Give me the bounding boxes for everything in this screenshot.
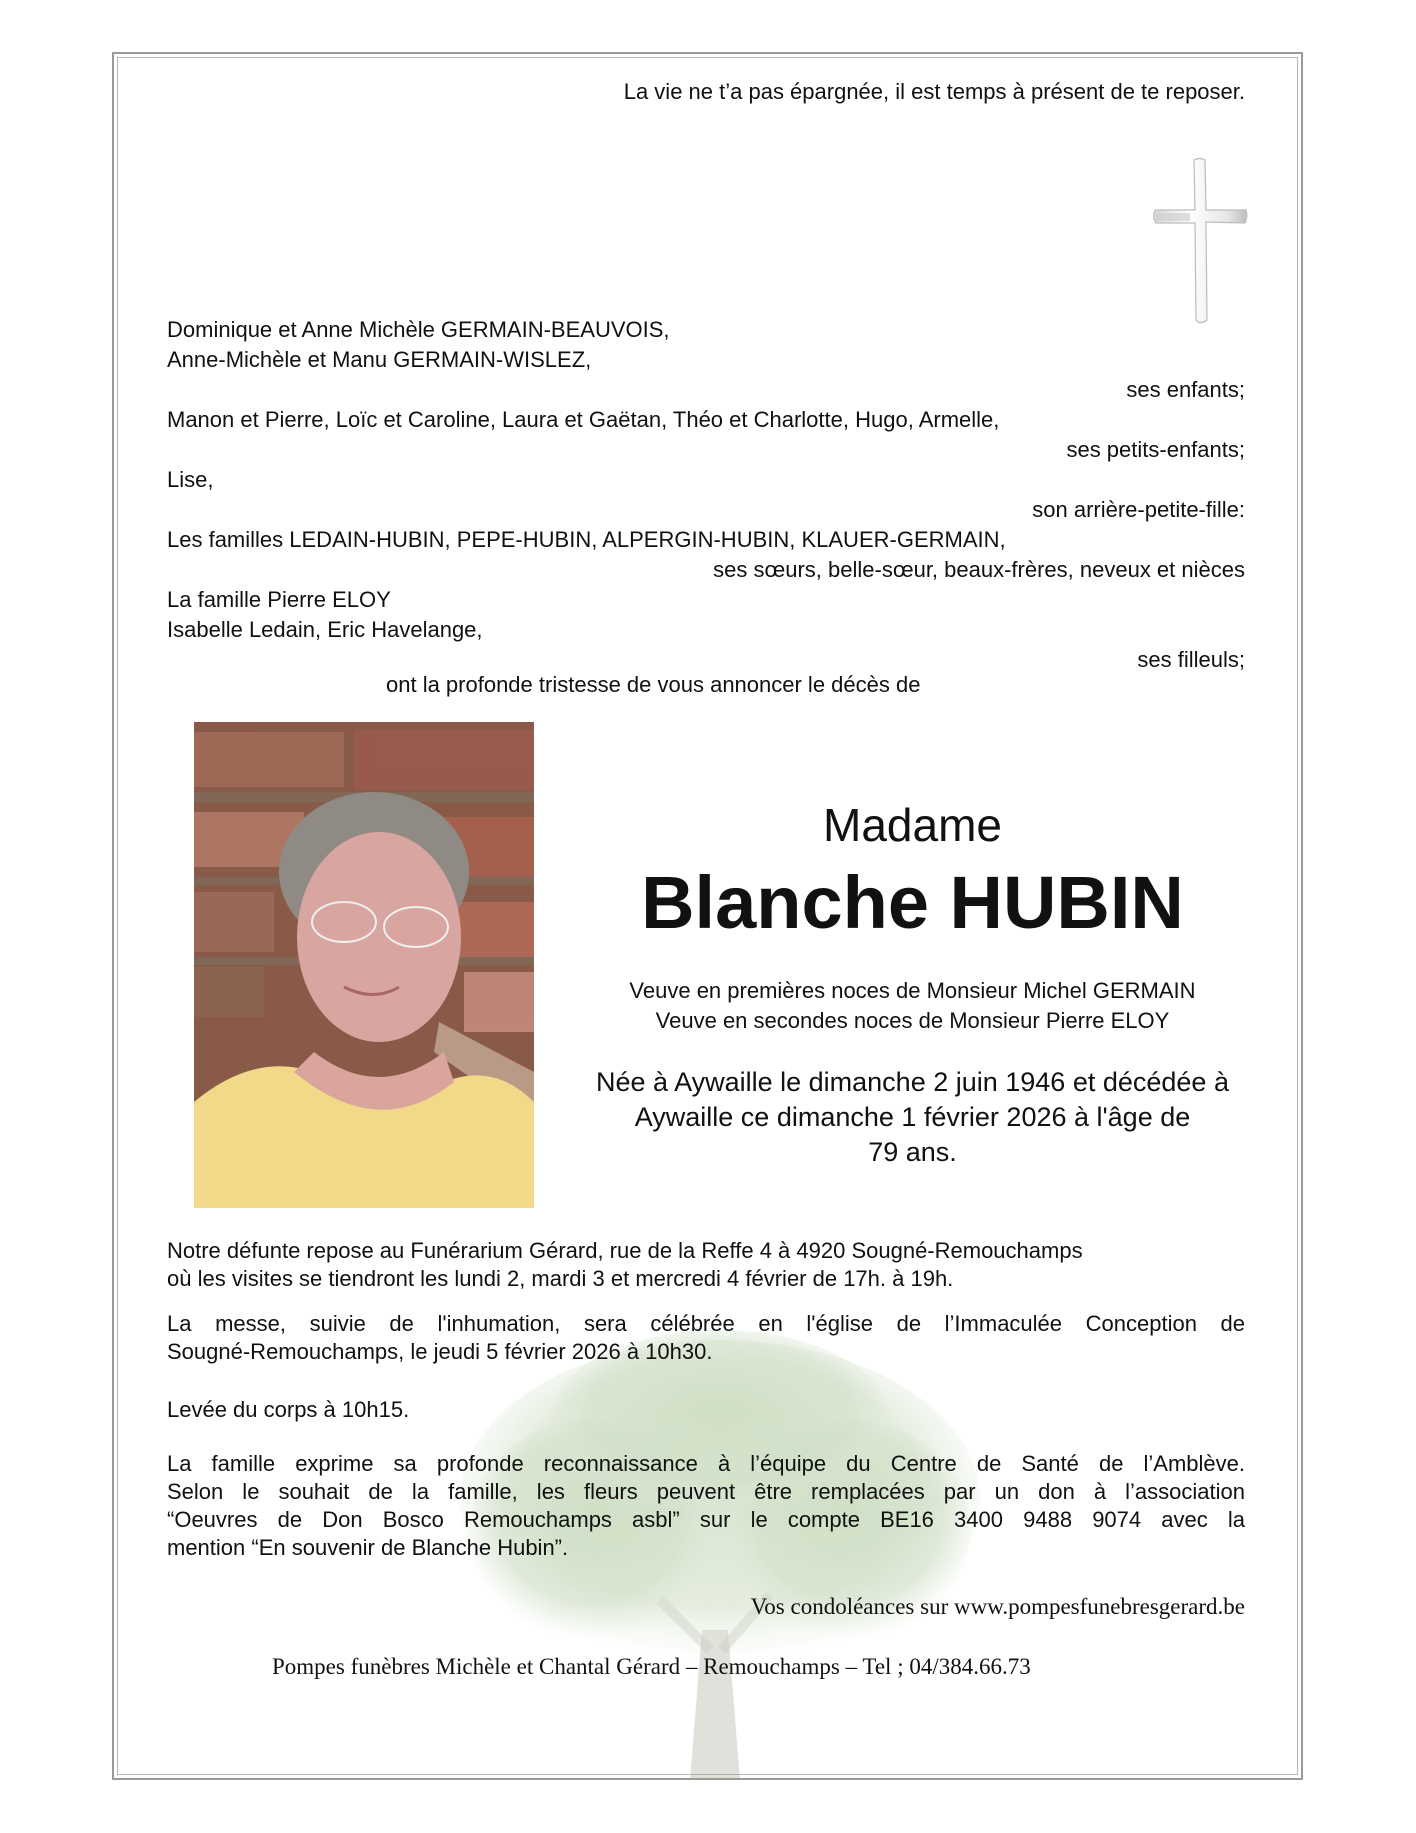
family-member-line: Anne-Michèle et Manu GERMAIN-WISLEZ, <box>167 347 592 372</box>
family-relation-label: ses petits-enfants; <box>1066 437 1245 462</box>
birth-death-line-1: Née à Aywaille le dimanche 2 juin 1946 et décédée à <box>596 1067 1229 1097</box>
paragraph-thanks <box>167 1450 1245 1562</box>
paragraph-line: “Oeuvres de Don Bosco Remouchamps asbl” sur le compte BE16 3400 9488 9074 avec la <box>167 1507 1245 1532</box>
family-member-line: Dominique et Anne Michèle GERMAIN-BEAUVOIS, <box>167 317 670 342</box>
deceased-photo <box>194 722 534 1208</box>
paragraph-line: mention “En souvenir de Blanche Hubin”. <box>167 1535 569 1560</box>
widow-line-2: Veuve en secondes noces de Monsieur Pierre ELOY <box>655 1008 1170 1033</box>
family-member-line: Manon et Pierre, Loïc et Caroline, Laura et Gaëtan, Théo et Charlotte, Hugo, Armelle, <box>167 407 1000 432</box>
birth-death-line-3: 79 ans. <box>868 1137 957 1167</box>
family-relation-label: ses enfants; <box>1126 377 1245 402</box>
widow-line-1: Veuve en premières noces de Monsieur Michel GERMAIN <box>629 978 1196 1003</box>
condolences-link[interactable]: Vos condoléances sur www.pompesfunebresgerard.be <box>750 1594 1245 1619</box>
epigraph: La vie ne t’a pas épargnée, il est temps à présent de te reposer. <box>623 79 1245 104</box>
widow-info <box>555 976 1270 1036</box>
funeral-home-footer: Pompes funèbres Michèle et Chantal Gérard – Remouchamps – Tel ; 04/384.66.73 <box>272 1654 1031 1679</box>
announcement: ont la profonde tristesse de vous annoncer le décès de <box>386 672 921 697</box>
paragraph-line: La messe, suivie de l'inhumation, sera célébrée en l'église de l’Immaculée Conception de <box>167 1311 1245 1336</box>
birth-death-line-2: Aywaille ce dimanche 1 février 2026 à l'âge de <box>634 1102 1191 1132</box>
family-member-line: Les familles LEDAIN-HUBIN, PEPE-HUBIN, ALPERGIN-HUBIN, KLAUER-GERMAIN, <box>167 527 1006 552</box>
family-relation-label: ses filleuls; <box>1137 647 1245 672</box>
paragraph-line: Levée du corps à 10h15. <box>167 1397 410 1422</box>
cross-icon <box>1150 155 1250 330</box>
paragraph-line: où les visites se tiendront les lundi 2, mardi 3 et mercredi 4 février de 17h. à 19h. <box>167 1266 954 1291</box>
paragraph-line: Notre défunte repose au Funérarium Gérard, rue de la Reffe 4 à 4920 Sougné-Remouchamps <box>167 1238 1083 1263</box>
deceased-name: Blanche HUBIN <box>641 861 1184 944</box>
family-member-line: Isabelle Ledain, Eric Havelange, <box>167 617 483 642</box>
paragraph-line: La famille exprime sa profonde reconnaissance à l’équipe du Centre de Santé de l’Amblève. <box>167 1451 1245 1476</box>
family-member-line: Lise, <box>167 467 214 492</box>
deceased-title: Madame <box>823 799 1002 851</box>
family-member-line: La famille Pierre ELOY <box>167 587 391 612</box>
paragraph-line: Sougné-Remouchamps, le jeudi 5 février 2026 à 10h30. <box>167 1339 713 1364</box>
paragraph-levee <box>167 1396 1245 1424</box>
birth-death-info <box>555 1065 1270 1170</box>
portrait-image <box>194 722 534 1208</box>
paragraph-funerarium <box>167 1237 1245 1293</box>
family-relation-label: son arrière-petite-fille: <box>1032 497 1245 522</box>
paragraph-mass <box>167 1310 1245 1366</box>
family-relation-label: ses sœurs, belle-sœur, beaux-frères, neveux et nièces <box>713 557 1245 582</box>
paragraph-line: Selon le souhait de la famille, les fleurs peuvent être remplacées par un don à l’association <box>167 1479 1245 1504</box>
